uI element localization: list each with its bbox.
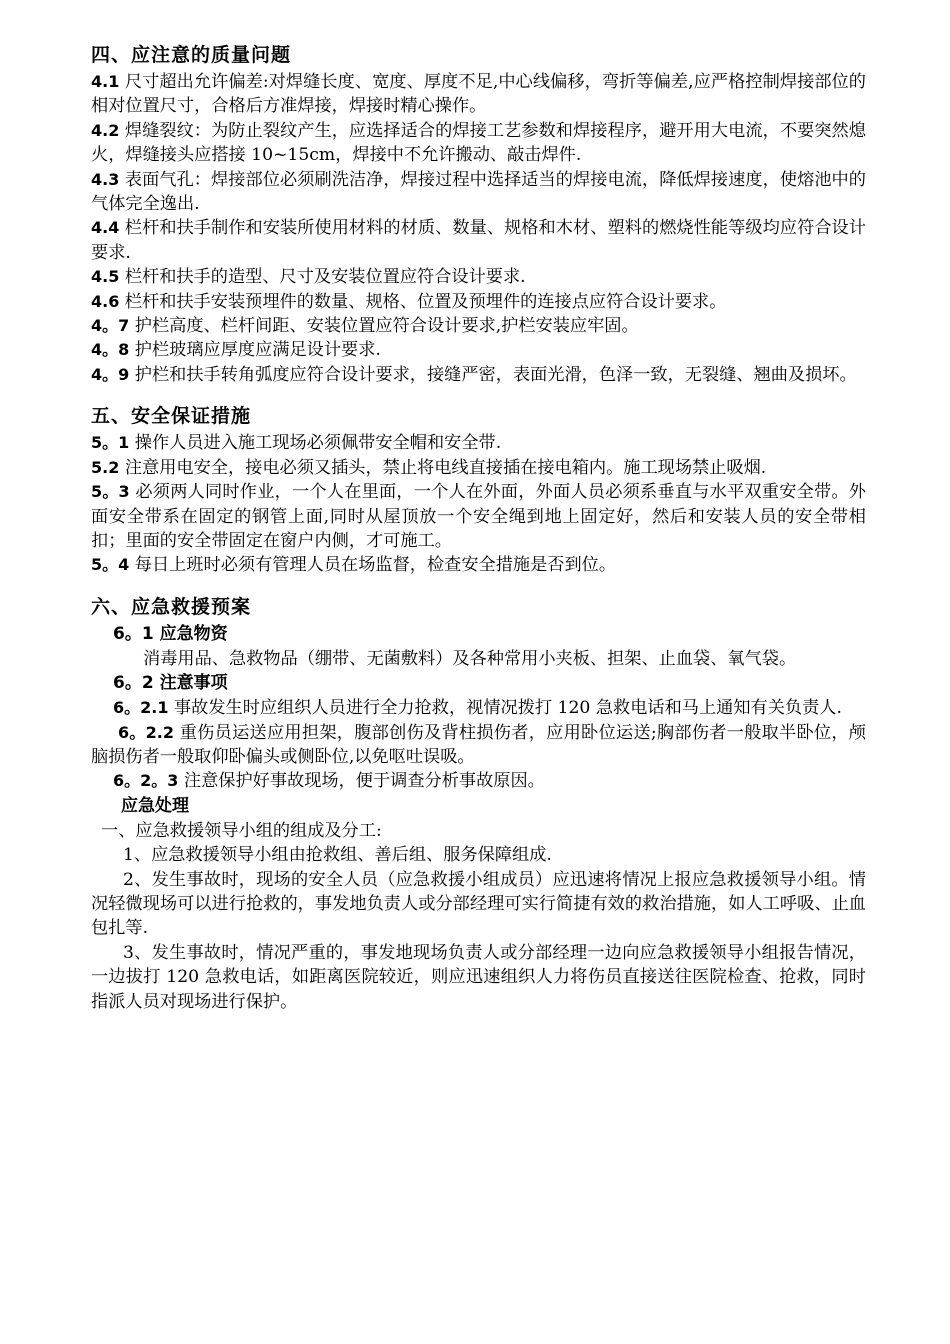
section-gap [91,578,866,592]
item-number: 4。9 [91,364,130,384]
item-text: 护栏高度、栏杆间距、安装位置应符合设计要求,护栏安装应牢固。 [134,316,639,337]
item-number: 5。3 [91,482,130,502]
list-item [91,314,866,338]
org-item: 2、发生事故时，现场的安全人员（应急救援小组成员）应迅速将情况上报应急救援领导小组。情况轻微现场可以进行抢救的，事发地负责人或分部经理可实行简捷有效的救治措施，如人工呼吸、止血包扎等. [91,869,866,939]
item-number: 5。1 [91,433,130,453]
item-text: 事故发生时应组织人员进行全力抢救，视情况拨打 120 急救电话和马上通知有关负责人. [173,698,842,719]
quality-issues-list [91,70,866,387]
item-number: 4.4 [91,218,120,238]
list-item [91,696,866,720]
safety-measures-list [91,431,866,577]
supplies-text: 消毒用品、急救物品（绷带、无菌敷料）及各种常用小夹板、担架、止血袋、氧气袋。 [143,648,797,669]
subsection-heading-handling: 应急处理 [121,795,189,816]
item-number: 4。8 [91,340,130,360]
list-item [91,480,866,553]
item-text: 栏杆和扶手安装预埋件的数量、规格、位置及预埋件的连接点应符合设计要求。 [124,291,727,312]
section-heading-quality: 四、应注意的质量问题 [91,44,292,66]
item-number: 4.1 [91,72,120,91]
item-text: 护栏和扶手转角弧度应符合设计要求，接缝严密，表面光滑，色泽一致，无裂缝、翘曲及损坏。 [134,364,857,385]
section-gap [91,387,866,401]
list-item [91,290,866,314]
list-item [91,363,866,387]
item-text: 注意用电安全，接电必须又插头，禁止将电线直接插在接电箱内。施工现场禁止吸烟. [124,457,767,478]
item-number: 6。2.1 [113,698,169,718]
list-item [91,216,866,265]
org-item: 1、应急救援领导小组由抢救组、善后组、服务保障组成. [123,845,552,866]
subsection-heading-notes: 6。2 注意事项 [113,673,228,694]
item-number: 4.2 [91,120,120,140]
org-title: 一、应急救援领导小组的组成及分工: [101,820,382,841]
item-number: 4.6 [91,291,120,311]
list-item [91,456,866,480]
item-number: 4.5 [91,267,120,287]
item-number: 5。4 [91,555,130,575]
section-heading-safety: 五、安全保证措施 [91,405,252,428]
item-text: 重伤员运送应用担架，腹部创伤及背柱损伤者，应用卧位运送;胸部伤者一般取半卧位，颅脑损伤者一般取仰卧偏头或侧卧位,以免呕吐误吸。 [91,722,866,767]
item-text: 焊缝裂纹：为防止裂纹产生，应选择适合的焊接工艺参数和焊接程序，避开用大电流，不要突然熄火，焊缝接头应搭接 10~15cm，焊接中不允许搬动、敲击焊件. [91,120,866,166]
item-text: 栏杆和扶手的造型、尺寸及安装位置应符合设计要求. [124,267,526,288]
list-item [91,769,866,793]
list-item [91,338,866,362]
item-number: 5.2 [91,457,120,477]
list-item [91,553,866,577]
item-number: 6。2.2 [118,722,174,742]
subsection-heading-supplies: 6。1 应急物资 [113,623,228,644]
item-text: 注意保护好事故现场，便于调查分析事故原因。 [183,771,545,792]
list-item [91,168,866,217]
list-item [91,431,866,455]
item-number: 4.3 [91,169,120,189]
org-item: 3、发生事故时，情况严重的，事发地现场负责人或分部经理一边向应急救援领导小组报告情况，一边拔打 120 急救电话，如距离医院较近，则应迅速组织人力将伤员直接送往医院检查、抢救，同时指派人员对现场进行保护。 [91,942,866,1012]
item-text: 表面气孔：焊接部位必须刷洗洁净，焊接过程中选择适当的焊接电流，降低焊接速度，使熔池中的气体完全逸出. [91,169,866,215]
document-page [91,40,866,1014]
item-text: 每日上班时必须有管理人员在场监督，检查安全措施是否到位。 [134,555,617,576]
item-text: 护栏玻璃应厚度应满足设计要求. [134,340,381,361]
item-text: 尺寸超出允许偏差:对焊缝长度、宽度、厚度不足,中心线偏移，弯折等偏差,应严格控制焊接部位的相对位置尺寸，合格后方准焊接，焊接时精心操作。 [91,72,866,117]
item-number: 6。2。3 [113,771,179,791]
item-text: 栏杆和扶手制作和安装所使用材料的材质、数量、规格和木材、塑料的燃烧性能等级均应符合设计要求. [91,218,866,263]
item-text: 必须两人同时作业，一个人在里面，一个人在外面，外面人员必须系垂直与水平双重安全带。外面安全带系在固定的钢管上面,同时从屋顶放一个安全绳到地上固定好，然后和安装人员的安全带相扣；里面的安全带固定在窗户内侧，才可施工。 [91,482,866,551]
list-item [91,119,866,168]
item-number: 4。7 [91,316,130,336]
list-item [91,70,866,119]
item-text: 操作人员进入施工现场必须佩带安全帽和安全带. [134,433,502,454]
list-item [91,721,866,770]
section-heading-emergency: 六、应急救援预案 [91,595,252,618]
list-item [91,265,866,289]
